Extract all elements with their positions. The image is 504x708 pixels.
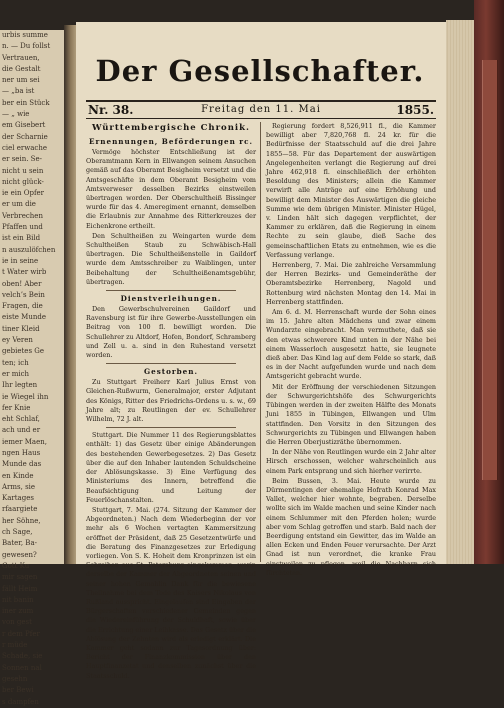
- left-page-line: r müde: [2, 641, 28, 650]
- section-divider: [106, 427, 236, 428]
- left-page-line: Verbrechen: [2, 211, 43, 220]
- left-page-line: — „ba ist: [2, 87, 35, 96]
- left-page-line: Arms, sie: [2, 482, 36, 491]
- deaths-subheading: Gestorben.: [144, 367, 198, 377]
- chronicle-heading: Württembergische Chronik.: [92, 123, 250, 133]
- left-page-line: er um die: [2, 200, 36, 209]
- left-page-line: der Scharnie: [2, 132, 48, 141]
- issue-date: Freitag den 11. Mai: [201, 104, 321, 115]
- masthead-title: Der Gesellschafter.: [95, 54, 425, 88]
- left-page-line: ber Bewi: [2, 686, 34, 695]
- issue-number: Nr. 38.: [88, 103, 134, 117]
- right-column: [266, 122, 436, 577]
- left-page-line: ie in seine: [2, 256, 39, 265]
- left-page-line: ten; ich: [2, 358, 29, 367]
- left-page-line: die Gestalt: [2, 64, 41, 73]
- left-page-line: ie Wiegel ihn: [2, 392, 49, 401]
- left-page-line: mir sagen: [2, 573, 38, 582]
- article-paragraph: Stuttgart, 7. Mai. (274. Sitzung der Kammer der Abgeordneten.) Nach dem Wiederbeginn der vor mehr als 6 Wochen vertagten Kammersitzung eröffnet der Präsident, daß 25 Gesetzentwürfe und die Beratung des Finanzgesetzes zur Erledigung vorliegen. Von S. K. Hoheit dem Kronprinzen ist ein Schreiben aus St. Petersburg eingekommen, worin derselbe der Kammer der Abgeordneten seinen und seiner hohen Gemahlin Dank für die bewiesene Theilnahme bei dem Tode des Kaisers Nikolaus von Rußland ausspricht. Eingelaufen sind Eingaben der Bürgerschaften verschiedener Gemeinden gegen die Wiedereinführung der Schuldhaft, sowie über die Errichtung einer Leihkasse. Das Gesetz über die Ablösung der Zehnten wird als erledigt erklärt. Die Kammer geht sodann zur Tagesordnung über: Bericht der Finanzkommission über den Hauptfinanzetat und denselben zunächst über die Staatsschuld.: [86, 505, 256, 680]
- left-page-line: ist ein Bild: [2, 234, 41, 243]
- left-page-line: ner um sei: [2, 76, 40, 85]
- article-paragraph: Herrenberg, 7. Mai. Die zahlreiche Versammlung der Herren Bezirks- und Gemeinderäthe der Oberamtsbezirke Herrenberg, Nagold und Rottenburg wird nächsten Montag den 14. Mai in Herrenberg stattfinden.: [266, 261, 436, 306]
- left-page-line: gesehn: [2, 674, 28, 683]
- left-page-line: n auszulöfchen: [2, 245, 56, 254]
- spine-band: [482, 60, 498, 480]
- appointments-subheading: Ernennungen, Beförderungen rc.: [89, 137, 253, 146]
- left-page-line: nicht u sein: [2, 166, 44, 175]
- article-paragraph: Beim Bussen, 3. Mai. Heute wurde zu Dürmentingen der ehemalige Hofrath Konrad Max Vallet, welcher hier wohnte, begraben. Derselbe wollte sich im Walde machen und seine Kinder nach einem Schlummer mit den Pferden holen; wurde aber vom Schlag getroffen und starb. Bald nach der Beerdigung entstand ein Gewitter, das im Walde an allen Ecken und Enden Feuer verursachte. Der Arzt Gnad ist nun verordnet, die kranke Frau einstweilen zu pflegen, weil die Nachbarn sich fürchteten.: [266, 476, 436, 577]
- left-page-line: eiste Munde: [2, 313, 46, 322]
- left-page-line: er mich: [2, 369, 30, 378]
- left-page-line: er sein. Se-: [2, 155, 42, 164]
- left-page-line: gebietes Ge: [2, 347, 44, 356]
- section-divider: [106, 290, 236, 291]
- left-page-line: Fragen, die: [2, 302, 43, 311]
- left-page-line: oben! Aber: [2, 279, 42, 288]
- article-paragraph: In der Nähe von Reutlingen wurde ein 2 Jahr alter Hirsch erschossen, welcher wahrscheinlich aus einem Park entsprang und sich hierher verirrte.: [266, 448, 436, 475]
- left-page-line: nicht glück-: [2, 177, 44, 186]
- left-page-line: ciel erwache: [2, 143, 47, 152]
- left-page-line: urbis summe: [2, 31, 48, 39]
- left-page-line: Ihr legten: [2, 381, 38, 390]
- left-page-line: Kartages: [2, 494, 34, 503]
- article-paragraph: Am 6. d. M. Herrenschaft wurde der Sohn eines im 15. Jahre alten Mädchens und zwar einem Wundarzte eingebracht. Man vermuthete, daß sie den etwas schwerere Kind unten in der Nähe bei einem Wasserloch ausgesetzt hatte, sie leugnete dieß aber. Das Kind lag auf dem Felde so stark, daß es in der Nacht aufgefunden wurde und nach dem Amtsgericht gebracht wurde.: [266, 308, 436, 381]
- left-page-line: ch Sage,: [2, 528, 33, 537]
- article-paragraph: Stuttgart. Die Nummer 11 des Regierungsblattes enthält: 1) das Gesetz über einige Abänderungen des bestehenden Gewerbegesetzes. 2) Das Gesetz über die auf den Inhaber lautenden Schuldscheine der Ablösungskasse. 3) Eine Verfügung des Ministeriums des Innern, betreffend die Beaufsichtigung und Leitung der Feuerlöschanstalten.: [86, 431, 256, 504]
- article-paragraph: Vermöge höchster Entschließung ist der Oberamtmann Kern in Ellwangen seinem Ansuchen gemäß auf das Oberamt Besigheim versetzt und die Amtsgeschäfte in dem Oberamt Besigheim vom Amtsverweser desselben Bezirks einstweilen übertragen worden. Der Oberschultheiß Bissinger wurde für das 4. Ameregiment ernannt, demselben die Erlaubnis zur Annahme des Ritterkreuzes der Eichenkrone ertheilt.: [86, 148, 256, 230]
- left-page-line: Gott Ku: [2, 561, 30, 570]
- left-page-line: ber ein Stück: [2, 98, 50, 107]
- left-page-line: n. — Du follst: [2, 42, 51, 51]
- column-divider: [260, 122, 261, 562]
- left-page-line: rfaargiete: [2, 505, 38, 514]
- page-edges: [446, 20, 474, 564]
- left-page-line: her Söhne,: [2, 516, 41, 525]
- newspaper-page: [76, 22, 446, 680]
- left-page-line: — „ wie: [2, 110, 30, 119]
- left-page-line: fällt Heim: [2, 584, 38, 593]
- article-paragraph: Den Schultheißen zu Weingarten wurde dem Schultheißen Staub zu Schwäbisch-Hall übertragen. Die Schultheißenstelle in Gaildorf wurde dem Amtsschreiber zu Waiblingen, unter Beibehaltung der Schultheißenamtsgebühr, übertragen.: [86, 231, 256, 286]
- left-page-line: iemer Maen,: [2, 437, 47, 446]
- left-column: [86, 122, 256, 680]
- left-page-line: ie ein Opfer: [2, 189, 45, 198]
- article-paragraph: Zu Stuttgart Freiherr Karl Julius Ernst von Gleichen-Rußwurm, Generalmajor, erster Adjutant des Königs, Ritter des Friedrichs-Ordens u. s. w., 69 Jahre alt; zu Reutlingen der ev. Schullehrer Wilhelm, 72 J. alt.: [86, 378, 256, 424]
- left-page-line: eht Schlaf,: [2, 415, 40, 424]
- article-paragraph: Regierung fordert 8,526,911 fl., die Kammer bewilligt aber 7,820,768 fl. 24 kr. für die Bedürfnisse der Staatsschuld auf die drei Jahre 1855—58. Für das Departement der auswärtigen Angelegenheiten verlangt die Regierung auf drei Jahre 462,918 fl. einschließlich der erhöhten Besoldung des Ministers; allein die Kammer verwirft alle Anträge auf eine Erhöhung und bewilligt dem Minister des Auswärtigen die gleiche Summe wie dem übrigen Minister. Minister Hügel, v. Linden hält sich dagegen verpflichtet, der Kammer zu erklären, daß die Regierung in einem Rechte zu sein glaube, dieß Sache des gemeinschaftlichen Etats zu entnehmen, wie es die Verfassung verlange.: [266, 122, 436, 259]
- left-page-line: nit banin: [2, 595, 34, 604]
- left-page-line: en Kinde: [2, 471, 34, 480]
- left-page-line: Sonnen nal: [2, 663, 42, 672]
- left-page-line: Munde das: [2, 460, 42, 469]
- left-page-line: ngen Haus: [2, 448, 41, 457]
- left-page-line: Vertrauen,: [2, 53, 40, 62]
- left-page-line: t Water wirb: [2, 268, 47, 277]
- left-page-line: fer Knie: [2, 403, 31, 412]
- left-page-line: em Gisebert: [2, 121, 46, 130]
- service-subheading: Dienstverleihungen.: [120, 294, 222, 304]
- left-page-line: Schade, sie: [2, 652, 43, 661]
- left-page-line: gewesen?: [2, 550, 37, 559]
- article-paragraph: Mit der Eröffnung der verschiedenen Sitzungen der Schwurgerichtshöfe des Schwurgerichts Tübingen werden in der zweiten Hälfte des Monats Juni 1855 in Tübingen, Ellwangen und Ulm stattfinden. Den Vorsitz in den Sitzungen des Schwurgerichts zu Tübingen und Ellwangen haben die Herren Oberjustizräthe übernommen.: [266, 382, 436, 446]
- left-page-line: Pfaffen und: [2, 223, 43, 232]
- section-divider: [106, 363, 236, 364]
- left-page-line: iner zum: [2, 607, 34, 616]
- left-page-line: ey Veren: [2, 336, 33, 345]
- left-page-line: velch’s Bein: [2, 290, 45, 299]
- left-page-line: r dem Pfer: [2, 629, 40, 638]
- left-page-line: ach und er: [2, 426, 41, 435]
- left-page-line: s dampfen: [2, 697, 39, 706]
- issue-year: 1855.: [396, 103, 434, 117]
- left-page-line: Bater, Ba-: [2, 539, 37, 548]
- issue-line: [86, 102, 436, 118]
- left-page-line: tiner Kleid: [2, 324, 40, 333]
- left-page-line: von gest: [2, 618, 32, 627]
- masthead-rule-bottom: [86, 118, 436, 119]
- article-paragraph: Den Gewerbschulvereinen Gaildorf und Ravensburg ist für ihre Gewerbe-Ausstellungen ein Beitrag von 100 fl. bewilligt worden. Die Schullehrer zu Altdorf, Hofen, Bondorf, Schramberg und Zell u. a. sind in den Ruhestand versetzt worden.: [86, 305, 256, 360]
- left-page-fragment: [0, 30, 66, 706]
